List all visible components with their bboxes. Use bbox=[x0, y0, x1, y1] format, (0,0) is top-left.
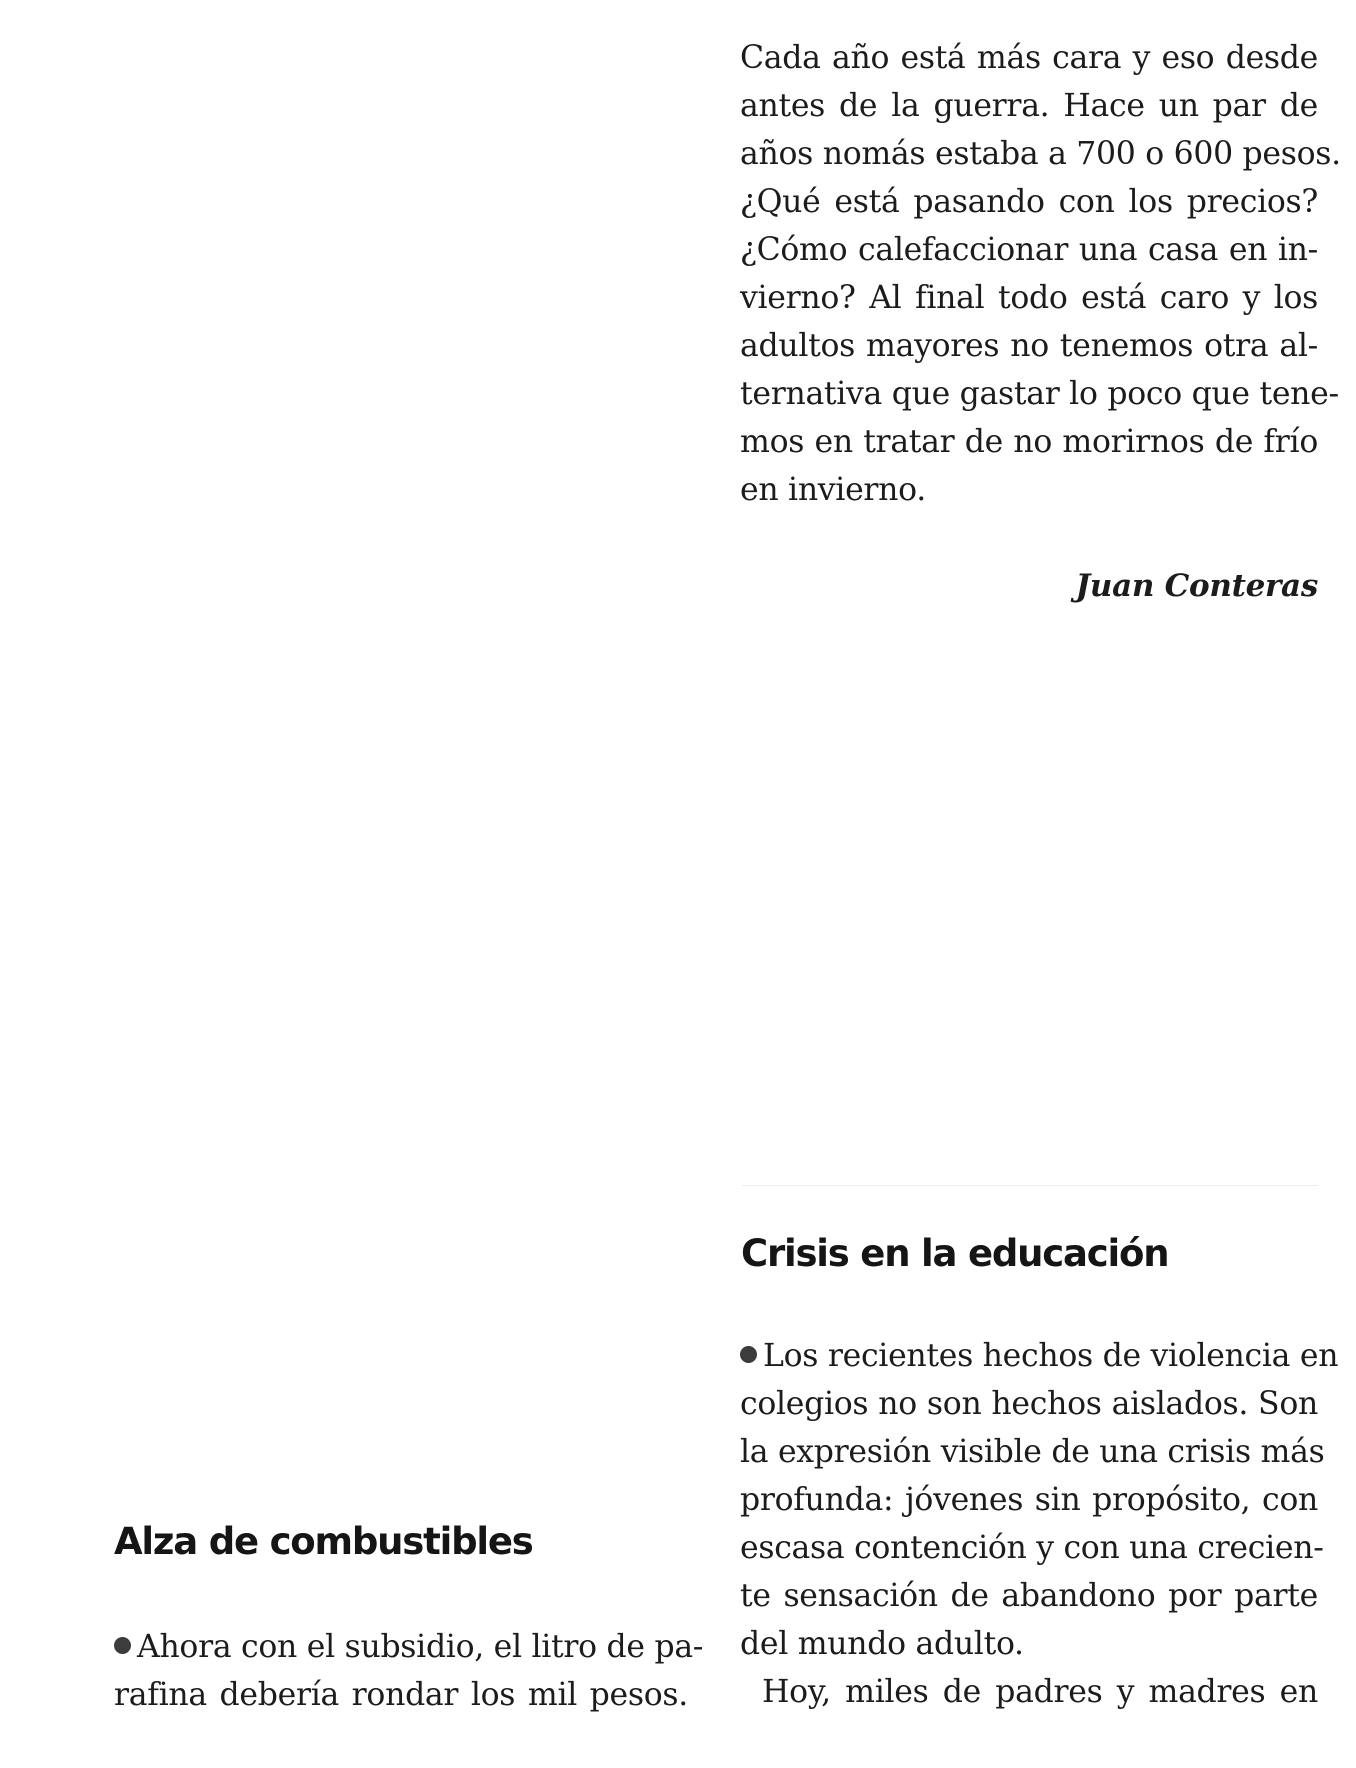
letter-line-first bbox=[114, 1623, 704, 1671]
letter-line: profunda: jóvenes sin propósito, con bbox=[740, 1482, 1318, 1518]
section-divider bbox=[742, 1185, 1318, 1186]
letter-line: ternativa que gastar lo poco que tene- bbox=[740, 376, 1339, 412]
letter-line: del mundo adulto. bbox=[740, 1626, 1024, 1662]
letter-line: ¿Qué está pasando con los precios? bbox=[740, 184, 1318, 220]
letter-line: en invierno. bbox=[740, 472, 926, 508]
letter-line-text: Ahora con el subsidio, el litro de pa- bbox=[137, 1629, 704, 1665]
letter-line: rafina debería rondar los mil pesos. bbox=[114, 1677, 688, 1713]
letter-line-first bbox=[740, 1332, 1339, 1380]
letter-education-body bbox=[740, 1332, 1339, 1716]
letter-line: te sensación de abandono por parte bbox=[740, 1578, 1318, 1614]
letter-line: colegios no son hechos aislados. Son bbox=[740, 1386, 1318, 1422]
letter-line: mos en tratar de no morirnos de frío bbox=[740, 424, 1318, 460]
letter-line: Hoy, miles de padres y madres en bbox=[762, 1674, 1318, 1710]
fuel-headline: Alza de combustibles bbox=[114, 1520, 533, 1563]
letter-line: adultos mayores no tenemos otra al- bbox=[740, 328, 1318, 364]
letter-line: vierno? Al final todo está caro y los bbox=[740, 280, 1318, 316]
letter-fuel-body bbox=[114, 1623, 704, 1719]
letter-line: la expresión visible de una crisis más bbox=[740, 1434, 1325, 1470]
letter-line: años nomás estaba a 700 o 600 pesos. bbox=[740, 136, 1341, 172]
letter-contreras-body bbox=[740, 34, 1341, 514]
education-headline: Crisis en la educación bbox=[741, 1232, 1169, 1275]
letter-line: Cada año está más cara y eso desde bbox=[740, 40, 1318, 76]
bullet-icon bbox=[114, 1637, 131, 1654]
letter-signature: Juan Conteras bbox=[1075, 568, 1318, 604]
letter-line: antes de la guerra. Hace un par de bbox=[740, 88, 1318, 124]
letter-line: ¿Cómo calefaccionar una casa en in- bbox=[740, 232, 1318, 268]
letter-line: escasa contención y con una crecien- bbox=[740, 1530, 1324, 1566]
bullet-icon bbox=[740, 1346, 757, 1363]
letter-line-text: Los recientes hechos de violencia en bbox=[763, 1338, 1339, 1374]
